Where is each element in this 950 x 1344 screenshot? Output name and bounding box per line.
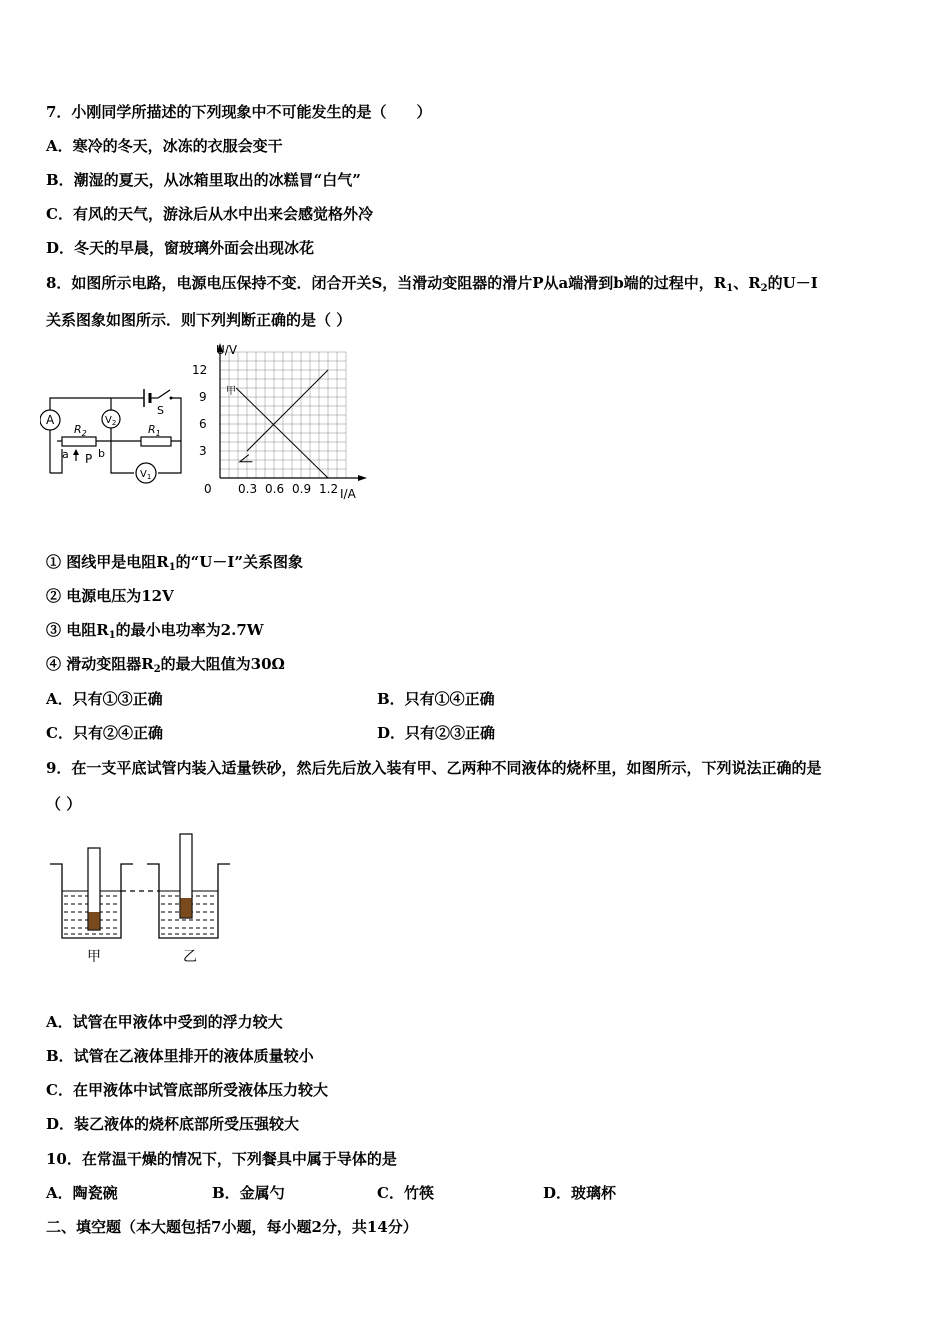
x-tick-label: 0.9 [292, 482, 312, 496]
q8-stem-line2: 关系图象如图所示．则下列判断正确的是（ ） [46, 311, 352, 329]
q7-option-c: C．有风的天气，游泳后从水中出来会感觉格外冷 [46, 205, 373, 223]
q10-option-a: A．陶瓷碗 [46, 1184, 118, 1202]
q8-statement-3: ③ 电阻$R_1$的最小电功率为2.7W [46, 621, 264, 641]
x-axis-label: I/A [340, 487, 356, 501]
svg-text:S: S [157, 404, 164, 417]
curve-label-jia: 甲 [226, 386, 236, 397]
svg-text:R2: $R_2$ [74, 423, 87, 438]
q9-option-a: A．试管在甲液体中受到的浮力较大 [46, 1013, 283, 1031]
q7-option-a: A．寒冷的冬天，冰冻的衣服会变干 [46, 137, 283, 155]
iron-sand-yi [181, 898, 192, 917]
q8-statement-4: ④ 滑动变阻器$R_2$的最大阻值为30Ω [46, 655, 285, 675]
svg-text:a: a [62, 448, 69, 461]
origin-label: 0 [204, 482, 212, 496]
q8-statement-2: ② 电源电压为12V [46, 587, 174, 605]
svg-text:R1: $R_1$ [148, 423, 161, 438]
q10-option-b: B．金属勺 [212, 1184, 285, 1202]
q10-option-c: C．竹筷 [377, 1184, 434, 1202]
q9-option-c: C．在甲液体中试管底部所受液体压力较大 [46, 1081, 328, 1099]
y-tick-label: 6 [199, 417, 207, 431]
circuit-diagram [40, 380, 195, 485]
q9-option-b: B．试管在乙液体里排开的液体质量较小 [46, 1047, 314, 1065]
svg-text:V2: $V_2$ [105, 415, 117, 427]
svg-text:P: P [85, 452, 93, 466]
q8-statement-1: ① 图线甲是电阻$R_1$的“U－I”关系图象 [46, 553, 304, 573]
u-i-graph [190, 338, 370, 503]
y-axis-label: U/V [216, 343, 238, 357]
graph-endpoint-mark [240, 455, 253, 462]
q10-stem: 10．在常温干燥的情况下，下列餐具中属于导体的是 [46, 1150, 397, 1168]
q8-option-c: C．只有②④正确 [46, 724, 163, 742]
x-tick-label: 1.2 [319, 482, 339, 496]
svg-text:b: b [98, 447, 105, 460]
q9-stem: 9．在一支平底试管内装入适量铁砂，然后先后放入装有甲、乙两种不同液体的烧杯里，如图所示，下列说法正确的是 [46, 759, 822, 777]
section-2-heading: 二、填空题（本大题包括7小题，每小题2分，共14分） [46, 1218, 418, 1236]
x-tick-label: 0.6 [265, 482, 285, 496]
y-tick-label: 9 [199, 390, 207, 404]
q7-option-b: B．潮湿的夏天，从冰箱里取出的冰糕冒“白气” [46, 171, 361, 189]
q8-option-a: A．只有①③正确 [46, 690, 163, 708]
q7-option-d: D．冬天的早晨，窗玻璃外面会出现冰花 [46, 239, 315, 257]
q8-option-d: D．只有②③正确 [377, 724, 496, 742]
q8-stem: 8．如图所示电路，电源电压保持不变．闭合开关S，当滑动变阻器的滑片P从a端滑到b端的过程中，$R_1$、$R_2$的U－I [46, 274, 818, 294]
beaker-figure [44, 830, 234, 970]
q10-option-d: D．玻璃杯 [543, 1184, 617, 1202]
beaker-label-yi: 乙 [183, 949, 197, 965]
q9-stem-line2: （ ） [46, 795, 82, 813]
x-tick-label: 0.3 [238, 482, 258, 496]
q9-option-d: D．装乙液体的烧杯底部所受压强较大 [46, 1115, 300, 1133]
y-tick-label: 3 [199, 444, 207, 458]
iron-sand-jia [89, 912, 100, 929]
svg-text:A: A [46, 413, 55, 427]
beaker-label-jia: 甲 [87, 949, 101, 965]
y-tick-label: 12 [192, 363, 208, 377]
q7-stem: 7．小刚同学所描述的下列现象中不可能发生的是（ ） [46, 103, 432, 121]
svg-text:V1: $V_1$ [140, 469, 152, 481]
q8-option-b: B．只有①④正确 [377, 690, 495, 708]
